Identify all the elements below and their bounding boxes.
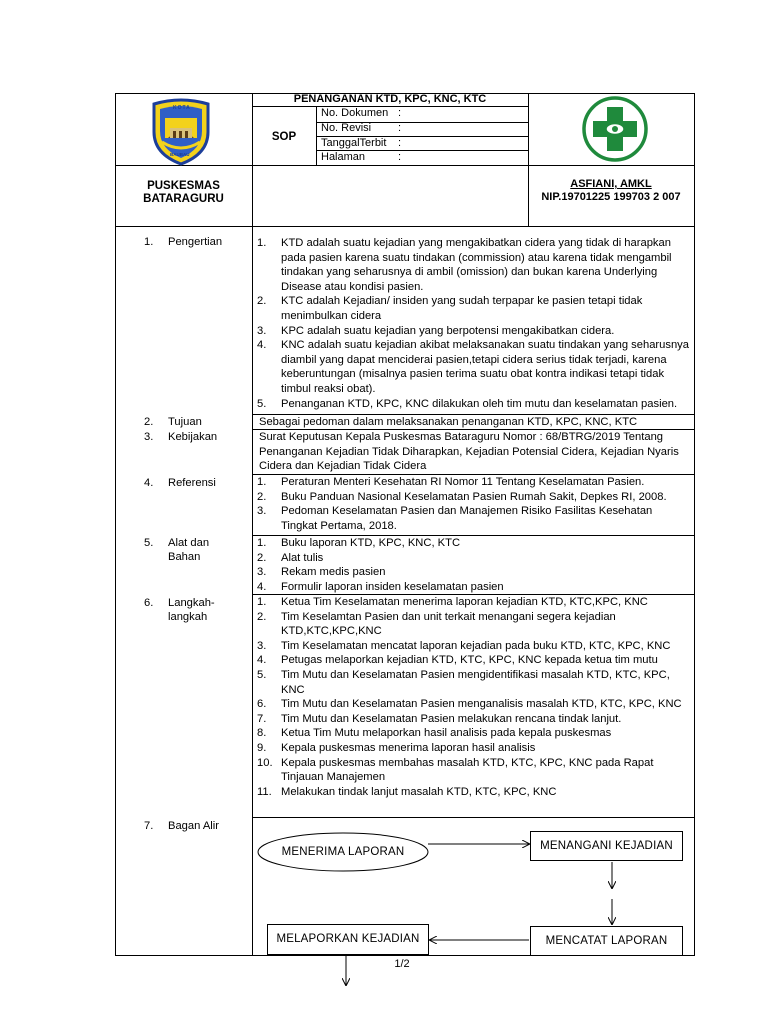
flow-step-menerima: MENERIMA LAPORAN [281,846,405,858]
tujuan-text: Sebagai pedoman dalam melaksanakan penanganan KTD, KPC, KNC, KTC [259,416,638,428]
list-item: 3. KPC adalah suatu kejadian yang berpotensi mengakibatkan cidera. [257,324,615,337]
kebijakan-text: Surat Keputusan Kepala Puskesmas Bataraguru Nomor : 68/BTRG/2019 Tentang Penanganan Kejadian Tidak Diharapkan, Kejadian Potensial Cidera, Kejadian Nyaris Cidera dan Kejadian Tidak Cidera [259,431,679,473]
list-item: 2. KTC adalah Kejadian/ insiden yang sudah terpapar ke pasien tetapi tidak menimbulkan cidera [257,295,643,322]
signer-nip: NIP.19701225 199703 2 007 [541,191,681,203]
list-item: 5. Tim Mutu dan Keselamatan Pasien mengidentifikasi masalah KTD, KTC, KPC, KNC [257,668,670,696]
list-item: 4. Petugas melaporkan kejadian KTD, KTC, KPC, KNC kepada ketua tim mutu [257,654,658,667]
list-item: 2. Alat tulis [257,551,324,564]
list-item: 3. Rekam medis pasien [257,566,386,579]
meta-no-revisi: No. Revisi : [321,122,402,134]
document-title: PENANGANAN KTD, KPC, KNC, KTC [293,93,487,105]
list-item: 5. Penanganan KTD, KPC, KNC dilakukan oleh tim mutu dan keselamatan pasien. [257,397,678,410]
list-item: 10. Kepala puskesmas membahas masalah KTD, KTC, KPC, KNC pada Rapat Tinjauan Manajemen [257,756,654,784]
list-item: 3. Pedoman Keselamatan Pasien dan Manajemen Risiko Fasilitas Kesehatan Tingkat Pertama, 2018. [257,505,653,532]
meta-no-dokumen: No. Dokumen : [321,107,402,119]
meta-tanggal-terbit: TanggalTerbit : [321,137,402,149]
list-item: 8. Ketua Tim Mutu melaporkan hasil analisis pada kepala puskesmas [257,727,612,740]
signer-name: ASFIANI, AMKL [570,178,652,190]
page-number: 1/2 [394,958,410,970]
flow-step-melaporkan: MELAPORKAN KEJADIAN [267,924,429,955]
list-item: 4. Formulir laporan insiden keselamatan pasien [257,580,504,593]
logo-text-top: KOTA [173,105,191,111]
list-item: 4. KNC adalah suatu kejadian akibat melaksanakan suatu tindakan yang seharusnya diambil yang dapat menciderai pasien,tetapi cidera serius tidak terjadi, karena keberuntungan (misalnya pasien terima suatu obat kontra indikasi tetapi tidak timbul reaksi obat). [257,339,689,395]
flow-step-mencatat: MENCATAT LAPORAN [530,926,683,956]
list-item: 1. Ketua Tim Keselamatan menerima laporan kejadian KTD, KTC,KPC, KNC [257,596,648,608]
list-item: 2. Tim Keselamtan Pasien dan unit terkait menangani segera kejadian KTD,KTC,KPC,KNC [257,610,616,638]
list-item: 2. Buku Panduan Nasional Keselamatan Pasien Rumah Sakit, Depkes RI, 2008. [257,490,667,503]
flow-step-menangani: MENANGANI KEJADIAN [530,831,683,861]
list-item: 3. Tim Keselamatan mencatat laporan kejadian pada buku KTD, KTC, KPC, KNC [257,639,671,652]
list-item: 11. Melakukan tindak lanjut masalah KTD, KTC, KPC, KNC [257,785,557,798]
logo-text-bottom: BAUBAU [170,152,190,157]
label-langkah: 6. Langkah- langkah [144,597,215,623]
list-item: 1. Peraturan Menteri Kesehatan RI Nomor 11 Tentang Keselamatan Pasien. [257,476,645,488]
list-item: 1. KTD adalah suatu kejadian yang mengakibatkan cidera yang tidak di harapkan pada pasien karena suatu tindakan (commission) atau karena tidak mengambil tindakan yang seharusnya di ambil (omission) dan bukan karena Underlying Disease atau kondisi pasien. [257,237,672,293]
meta-halaman: Halaman : [321,151,402,163]
list-item: 6. Tim Mutu dan Keselamatan Pasien menganalisis masalah KTD, KTC, KPC, KNC [257,698,682,711]
list-item: 7. Tim Mutu dan Keselamatan Pasien melakukan rencana tindak lanjut. [257,712,622,725]
list-item: 1. Buku laporan KTD, KPC, KNC, KTC [257,537,461,549]
label-alat-bahan: 5. Alat dan Bahan [144,537,210,563]
list-item: 9. Kepala puskesmas menerima laporan hasil analisis [257,741,536,754]
org-name: PUSKESMAS BATARAGURU [143,180,224,205]
sop-label: SOP [271,131,297,143]
